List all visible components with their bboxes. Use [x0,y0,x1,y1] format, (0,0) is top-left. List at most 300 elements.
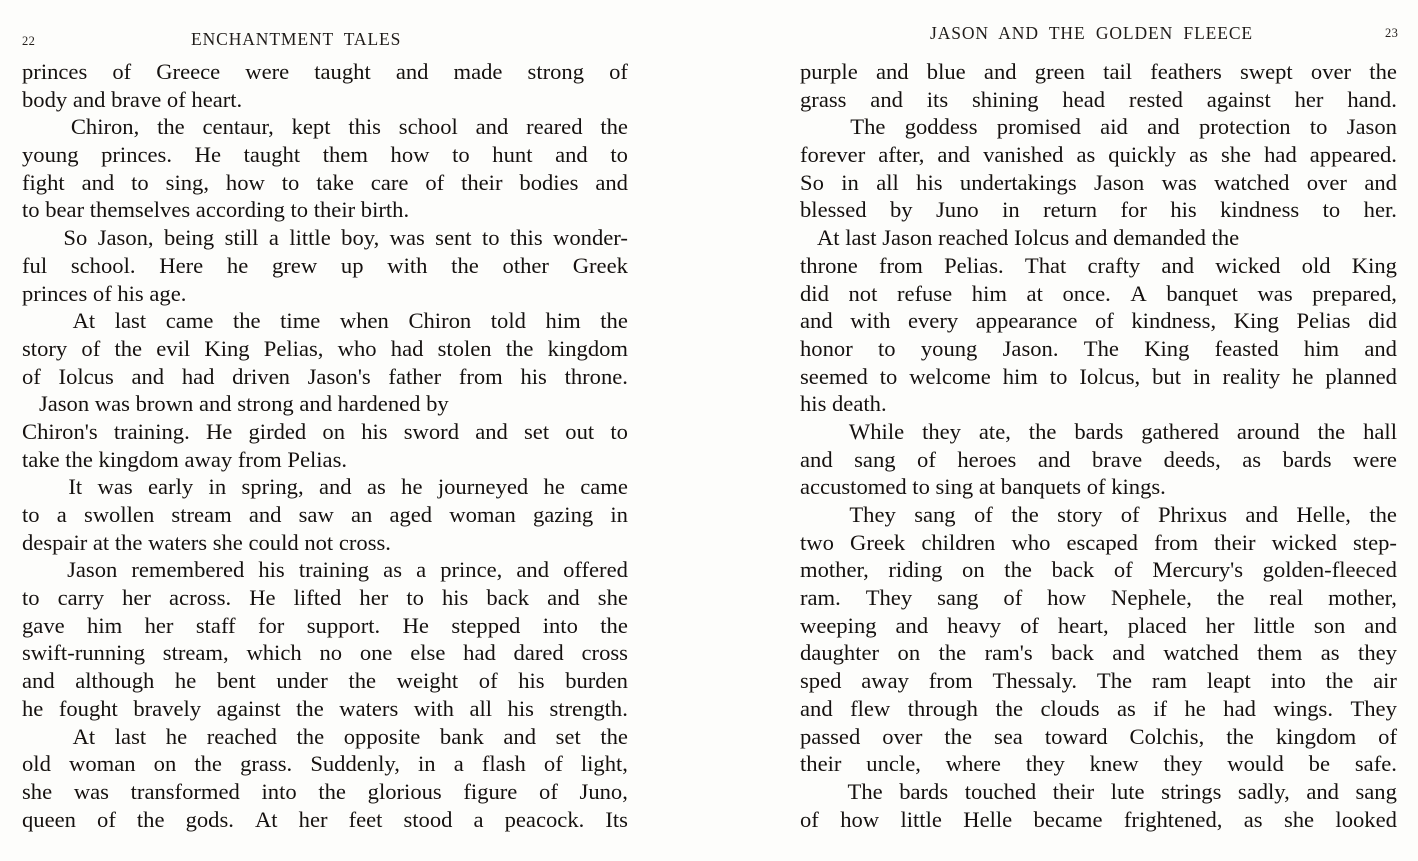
text-word: At [72,723,96,749]
text-word: of [539,778,558,804]
recto-page [718,0,1418,861]
text-word: bank [439,723,484,749]
text-word: blessed [800,197,867,223]
text-word: into [1270,668,1306,694]
text-word: green [1034,59,1085,84]
text-word: Its [605,806,628,832]
text-word: in [610,502,628,527]
text-line [800,446,1397,474]
text-word: Jason [67,557,118,583]
text-line [22,639,628,667]
text-line [800,113,1397,141]
text-word: boy, [341,225,380,251]
text-word: the [600,723,628,749]
text-word: came [165,308,214,334]
text-line [800,584,1397,612]
text-word: mother, [800,557,869,583]
text-word: father [388,363,442,389]
text-word: with [850,308,891,334]
text-line [22,113,628,141]
text-word: as [1242,446,1262,472]
text-word: waters [339,695,399,721]
text-word: Chiron's [22,418,98,444]
text-word: remembered [131,557,245,583]
paragraph-indent [22,113,53,141]
text-word: stepped [451,612,521,638]
text-word: the [995,695,1024,721]
text-word: offered [563,557,628,583]
text-line [800,556,1397,584]
text-word: although [75,668,155,694]
text-word: story [22,335,68,361]
text-line [800,86,1397,114]
text-word: frightened, [1123,806,1223,832]
text-word: Iolcus, [1079,363,1141,389]
text-word: saw [298,502,334,527]
text-word: prince, [440,557,503,583]
text-line [22,667,628,695]
paragraph-indent [800,418,831,446]
text-line [800,252,1397,280]
text-word: lute [1110,778,1145,804]
text-line: body and brave of heart. [22,86,243,112]
text-word: the [1226,723,1254,749]
text-word: They [849,502,896,527]
text-word: kingdom [1275,723,1357,749]
text-word: the [232,308,261,334]
text-word: to [1309,114,1328,140]
text-word: refuse [896,280,953,306]
text-word: how [390,142,430,168]
text-word: They [865,585,913,611]
text-word: The [850,114,886,140]
text-word: rested [1128,86,1183,112]
text-word: as [1116,695,1136,721]
text-word: flew [850,695,891,721]
text-word: wicked [1271,529,1337,555]
text-word: was [1161,169,1197,195]
text-word: school [398,114,458,140]
text-word: planned [1325,363,1397,389]
text-word: the [451,252,479,278]
text-word: the [194,751,222,777]
text-word: one [359,640,393,666]
text-word: bodies [519,169,579,195]
text-word: away [861,668,909,694]
text-word: blue [926,59,966,84]
text-word: Helle, [1296,502,1351,527]
text-line [22,695,628,723]
text-line: At last Jason reached Iolcus and demanded the [800,225,1240,251]
text-word: on [153,751,177,777]
text-word: to [610,418,628,444]
text-word: dared [513,640,564,666]
text-line [800,529,1397,557]
text-word: him [87,612,123,638]
text-word: being [163,225,215,251]
text-word: over [1306,169,1347,195]
text-word: take [316,169,354,195]
text-word: she [597,585,628,611]
text-word: taught [243,142,301,168]
text-word: she [1283,806,1315,832]
text-word: its [926,86,949,112]
text-word: them [1257,640,1303,666]
text-word: Greek [572,252,628,278]
text-word: gazing [532,502,594,527]
text-word: strength. [549,695,628,721]
text-word: daughter [800,640,880,666]
text-word: how [1047,585,1087,611]
text-word: and [1147,114,1180,140]
text-line [800,806,1397,834]
text-line [22,169,628,197]
text-word: did [1368,308,1397,334]
text-word: Jason, [97,225,154,251]
text-word: Phrixus [1157,502,1227,527]
text-word: Chiron [408,308,472,334]
text-word: with [387,252,428,278]
text-word: story [1057,502,1103,527]
text-word: and [937,142,971,168]
text-word: as [1189,142,1208,168]
text-word: the [600,114,628,140]
text-word: and [1112,640,1145,666]
text-word: by [889,197,913,223]
text-word: came [580,474,628,500]
text-word: against [1206,86,1271,112]
text-word: all [876,169,899,195]
text-word: him [1002,363,1038,389]
text-word: ram. [800,585,841,611]
text-word: Juno [935,197,979,223]
text-word: of [1094,308,1114,334]
text-word: the [157,114,185,140]
text-word: goddess [904,114,978,140]
text-word: sword [403,418,459,444]
text-line [22,363,628,391]
text-word: his [441,585,469,611]
text-word: forever [800,142,866,168]
text-word: every [907,308,959,334]
text-line [800,169,1397,197]
text-line [22,723,628,751]
text-word: early [148,474,194,500]
text-word: The [1096,668,1133,694]
text-word: hand. [1347,86,1397,112]
text-line [800,196,1397,224]
text-word: him [1303,335,1340,361]
text-word: he [1292,363,1314,389]
text-word: King [1351,252,1397,278]
text-word: banquet [1166,280,1238,306]
paragraph-indent [22,723,53,751]
text-word: flash [481,751,526,777]
text-word: grass [800,86,847,112]
text-word: back [1051,557,1095,583]
text-word: old [1301,252,1331,278]
text-word: this [348,114,381,140]
text-word: sped [800,668,842,694]
text-word: at [1026,280,1043,306]
text-word: lifted [293,585,342,611]
text-word: heart, [1057,612,1109,638]
text-word: and [1364,612,1397,638]
text-word: of [1113,557,1133,583]
text-word: and [516,557,549,583]
text-word: wicked [1215,252,1281,278]
text-word: her. [1363,197,1397,223]
text-word: of [112,59,132,84]
text-word: who [337,335,377,361]
text-line [800,501,1397,529]
text-word: King [204,335,250,361]
text-word: purple [800,59,858,84]
text-word: were [245,59,290,84]
text-line: Jason was brown and strong and hardened by [22,391,449,417]
text-word: and [983,59,1017,84]
text-word: bards [1282,446,1332,472]
text-word: her [298,806,328,832]
text-word: to [878,335,896,361]
text-word: the [296,723,325,749]
text-line [800,58,1397,86]
text-line: princes of his age. [22,280,187,306]
text-word: back [486,585,530,611]
text-word: else [410,640,446,666]
text-word: of [425,169,445,195]
text-word: uncle, [866,751,921,777]
text-word: he [401,474,423,500]
text-word: centaur, [202,114,274,140]
text-word: opposite [343,723,421,749]
text-word: riding [888,557,943,583]
text-word: clouds [1040,695,1100,721]
text-line [22,58,628,86]
text-word: Colchis, [1129,723,1205,749]
text-word: honor [800,335,853,361]
text-word: peacock. [504,806,585,832]
text-line [22,778,628,806]
text-word: set [524,418,550,444]
text-word: throne. [564,363,628,389]
text-word: ate, [978,418,1011,444]
text-word: little [900,806,942,832]
paragraph-indent [22,224,53,252]
text-word: golden-fleeced [1262,557,1397,583]
text-word: and [547,585,580,611]
text-word: They [1350,695,1397,721]
text-word: once. [1062,280,1111,306]
text-word: touched [964,778,1037,804]
text-word: to [879,363,898,389]
text-word: to [1322,197,1341,223]
text-word: queen [22,806,76,832]
text-word: and [1306,778,1339,804]
text-line [22,501,628,529]
text-word: a [453,751,464,777]
text-word: under [276,668,328,694]
verso-text-column [22,58,628,833]
recto-running-head: JASON AND THE GOLDEN FLEECE [930,23,1254,43]
text-word: made [453,59,503,84]
text-word: the [1325,668,1354,694]
text-word: she [1220,142,1252,168]
text-word: taught [314,59,371,84]
text-word: as [1243,806,1263,832]
text-word: they [1025,751,1065,777]
text-word: watched [1214,169,1290,195]
text-word: fought [58,695,118,721]
text-word: vanished [983,142,1064,168]
text-word: deeds, [1163,446,1221,472]
text-word: placed [1127,612,1187,638]
text-word: looked [1335,806,1397,832]
text-word: into [261,778,297,804]
text-word: promised [996,114,1081,140]
text-word: with [413,695,454,721]
text-word: they [1163,751,1203,777]
text-word: seemed [800,363,868,389]
text-word: his [1170,197,1197,223]
text-word: a [56,502,67,527]
text-word: Pelias. [944,252,1004,278]
text-word: as [383,557,402,583]
text-word: and [800,695,833,721]
text-line [22,750,628,778]
text-word: out [565,418,595,444]
text-word: Chiron, [70,114,140,140]
text-word: the [505,335,534,361]
text-word: of [1378,723,1397,749]
text-word: to [22,585,40,611]
text-word: over [1310,59,1352,84]
text-word: old [22,751,51,777]
text-word: of [543,751,563,777]
text-word: Iolcus [58,363,114,389]
text-word: time [280,308,321,334]
text-word: all [469,695,493,721]
text-word: and [1037,446,1071,472]
text-word: Here [159,252,204,278]
text-word: as [1320,640,1340,666]
text-word: cross [581,640,628,666]
text-line [800,363,1397,391]
text-word: a [268,225,279,251]
text-word: was [97,474,133,500]
text-word: hunt [492,142,533,168]
text-word: The [847,778,883,804]
text-line [22,418,628,446]
text-word: glorious [367,778,442,804]
paragraph-indent [800,778,831,806]
text-word: she [22,778,53,804]
text-word: aged [389,502,433,527]
text-word: King [1144,335,1190,361]
text-word: protection [1198,114,1291,140]
text-word: from [1154,529,1199,555]
text-word: and [1364,335,1397,361]
text-word: against [216,695,281,721]
text-word: Greek [850,529,906,555]
text-word: he [22,695,44,721]
text-word: his [518,668,545,694]
text-word: passed [800,723,861,749]
text-word: sent [435,225,472,251]
text-word: was [389,225,425,251]
text-word: heavy [947,612,1002,638]
text-word: sang [1355,778,1397,804]
text-word: of [917,446,936,472]
text-word: light, [580,751,628,777]
text-word: tail [1103,59,1133,84]
text-word: the [1369,502,1397,527]
text-word: of [1120,502,1140,527]
text-word: So [63,225,88,251]
text-word: King [1233,308,1279,334]
text-word: the [296,695,324,721]
text-word: who [1011,529,1051,555]
text-word: of [973,502,993,527]
text-word: While [848,418,905,444]
text-line [800,612,1397,640]
text-line: accustomed to sing at banquets of kings. [800,474,1166,500]
text-line [22,806,628,834]
text-word: as [366,474,386,500]
text-line [800,695,1397,723]
text-word: princes. [101,142,173,168]
text-word: his [361,418,388,444]
text-word: had [463,640,496,666]
text-word: him [971,280,1007,306]
text-line [800,667,1397,695]
text-word: wings. [1273,695,1333,721]
text-line [800,778,1397,806]
text-word: young [22,142,79,168]
text-line [800,280,1397,308]
text-line [800,307,1397,335]
text-word: the [348,668,377,694]
text-word: He [205,418,233,444]
text-word: brave [1091,446,1143,472]
text-word: other [502,252,549,278]
text-word: ful [22,252,48,278]
text-word: escaped [1066,529,1138,555]
text-word: air [1373,668,1397,694]
text-line [22,473,628,501]
text-word: gathered [1141,418,1219,444]
text-word: and [248,502,282,527]
text-word: which [246,640,302,666]
text-word: how [840,806,880,832]
text-word: into [542,612,578,638]
text-word: and [475,114,509,140]
text-line [22,307,628,335]
text-word: when [339,308,389,334]
text-word: and [595,169,628,195]
text-word: kept [291,114,331,140]
text-word: He [249,585,276,611]
text-word: and [800,308,833,334]
text-word: At [254,806,278,832]
text-word: their [1052,778,1095,804]
text-word: the [1317,418,1346,444]
text-word: aid [1100,114,1128,140]
text-word: Nephele, [1111,585,1192,611]
text-word: and [395,59,429,84]
text-word: princes [22,59,88,84]
text-word: still [224,225,259,251]
